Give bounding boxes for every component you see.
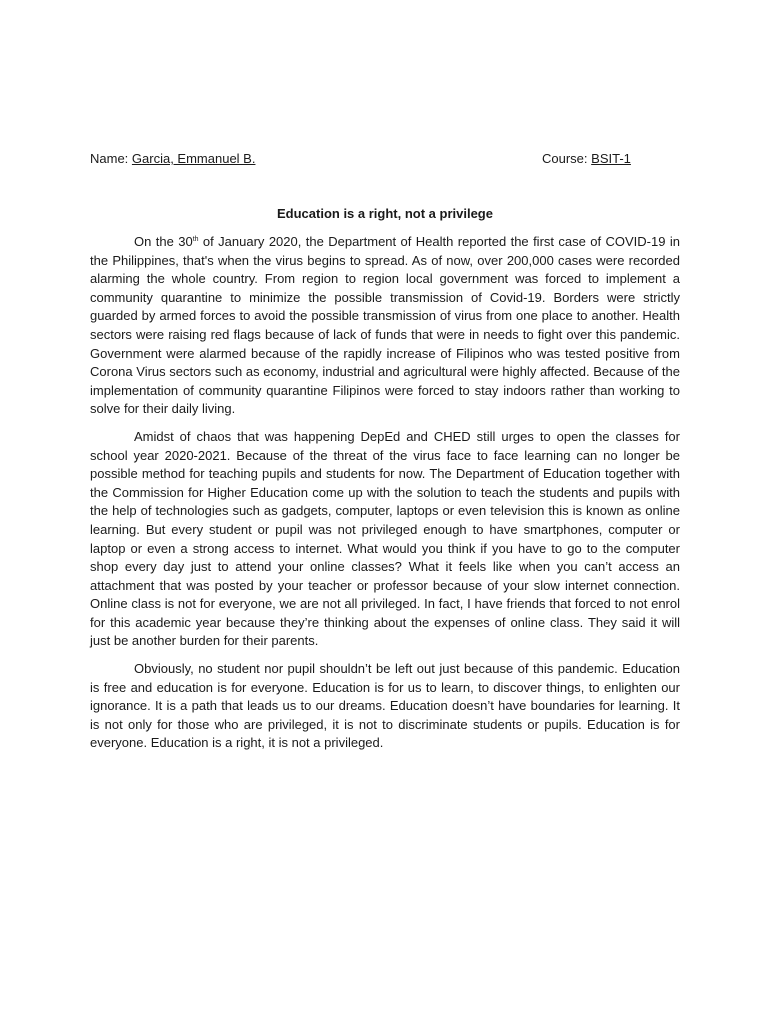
course-label: Course: [542,151,588,166]
paragraph-1-rest: of January 2020, the Department of Health reported the first case of COVID-19 in the Philippines, that's when the virus begins to spread. As of now, over 200,000 cases were recorded alarming the whole country. From region to region local government was forced to implement a community quarantine to minimize the possible transmission of Covid-19. Borders were strictly guarded by armed forces to avoid the possible transmission of virus from one place to another. Health sectors were raising red flags because of lack of funds that were in needs to fight over this pandemic. Government were alarmed because of the rapidly increase of Filipinos who was tested positive from Corona Virus sectors such as economy, industrial and agricultural were highly affected. Because of the implementation of community quarantine Filipinos were forced to stay indoors rather than working to solve for their daily living. [90,234,680,417]
course-value: BSIT-1 [591,151,631,166]
name-field [90,149,255,169]
course-field [542,149,631,169]
name-value: Garcia, Emmanuel B. [131,151,256,166]
paragraph-1-lead: On the 30 [134,234,193,249]
essay-title: Education is a right, not a privilege [277,206,493,221]
document-header [90,149,680,169]
paragraph-2: Amidst of chaos that was happening DepEd and CHED still urges to open the classes for school year 2020-2021. Because of the threat of the virus face to face learning can no longer be possible method for teaching pupils and students for now. The Department of Education together with the Commission for Higher Education come up with the solution to teach the students and pupils with the help of technologies such as gadgets, computer, laptops or even television this is known as online learning. But every student or pupil was not privileged enough to have smartphones, computer or laptop or even a strong access to internet. What would you think if you have to go to the computer shop every day just to attend your online classes? What it feels like when you can’t access an attachment that was posted by your teacher or professor because of your slow internet connection. Online class is not for everyone, we are not all privileged. In fact, I have friends that forced to not enrol for this academic year because they’re thinking about the expenses of online class. They said it will just be another burden for their parents. [90,428,680,649]
paragraph-3: Obviously, no student nor pupil shouldn’t be left out just because of this pandemic. Education is free and education is for everyone. Education is for us to learn, to discover things, to enlighten our ignorance. It is a path that leads us to our dreams. Education doesn’t have boundaries for learning. It is not only for those who are privileged, it is not to discriminate students or pupils. Education is for everyone. Education is a right, it is not a privileged. [90,661,680,751]
essay-body [90,233,680,762]
name-label: Name: [90,151,129,166]
ordinal-superscript: th [192,236,199,243]
paragraph-1 [90,233,680,419]
